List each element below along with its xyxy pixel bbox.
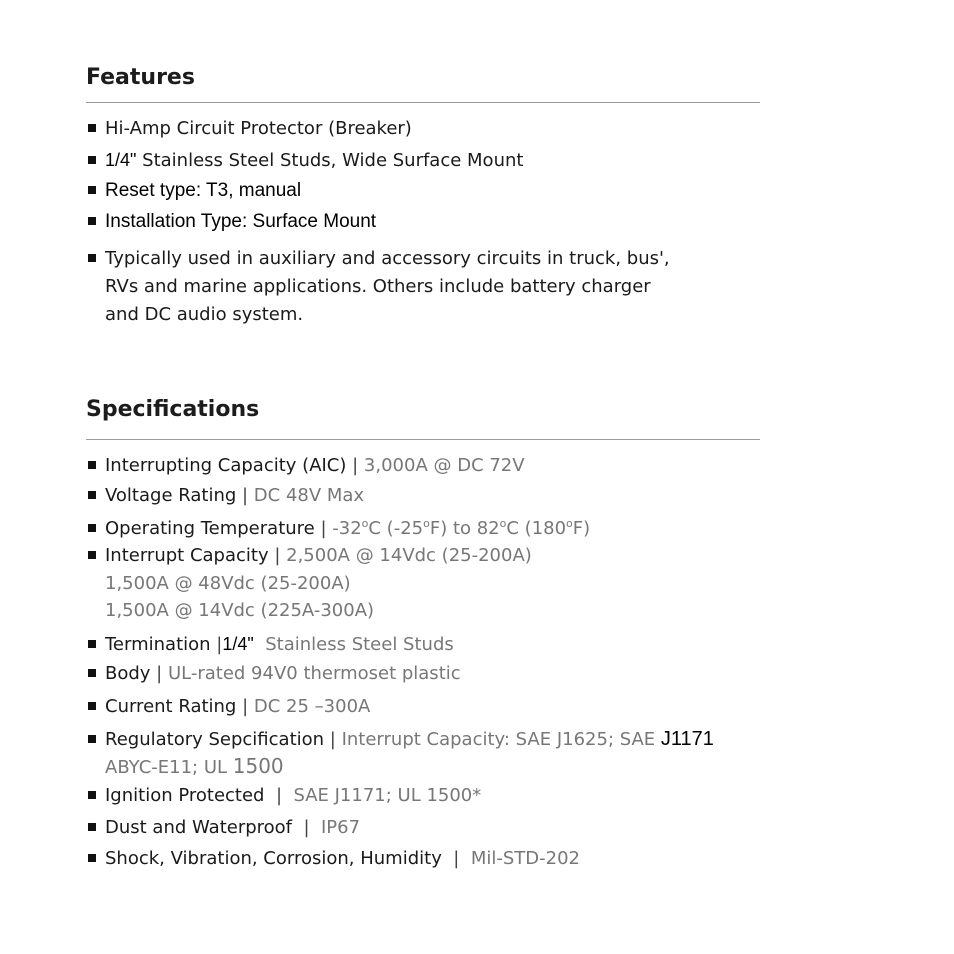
- feature-item-5-line-3: and DC audio system.: [105, 304, 304, 325]
- spec-item-shock-vibration: Shock, Vibration, Corrosion, Humidity | Mil-STD-202: [88, 845, 580, 873]
- temperature-range: -32$^o$C (-25$^o$F) to 82$^o$C (180$^o$F): [332, 517, 591, 539]
- feature-item-4: Installation Type: Surface Mount: [88, 208, 376, 236]
- features-heading: Features: [86, 65, 195, 90]
- bullet-icon: [88, 823, 96, 831]
- spec-item-operating-temperature: Operating Temperature | -32$^o$C (-25$^o$F) to 82$^o$C (180$^o$F): [88, 510, 590, 543]
- bullet-icon: [88, 735, 96, 743]
- bullet-icon: [88, 669, 96, 677]
- bullet-icon: [88, 156, 96, 164]
- bullet-icon: [88, 491, 96, 499]
- spec-item-regulatory-specification: Regulatory Sepcification | Interrupt Capacity: SAE J1625; SAE J1171: [88, 725, 714, 754]
- bullet-icon: [88, 254, 96, 262]
- bullet-icon: [88, 524, 96, 532]
- spec-item-termination: Termination |1/4" Stainless Steel Studs: [88, 630, 454, 659]
- spec-item-dust-waterproof: Dust and Waterproof | IP67: [88, 814, 360, 842]
- bullet-icon: [88, 702, 96, 710]
- bullet-icon: [88, 791, 96, 799]
- spec-item-voltage-rating: Voltage Rating | DC 48V Max: [88, 482, 364, 510]
- spec-item-ignition-protected: Ignition Protected | SAE J1171; UL 1500*: [88, 782, 481, 810]
- feature-item-1: Hi-Amp Circuit Protector (Breaker): [88, 115, 412, 143]
- bullet-icon: [88, 551, 96, 559]
- bullet-icon: [88, 217, 96, 225]
- specifications-heading: Specifications: [86, 397, 260, 422]
- feature-item-5: Typically used in auxiliary and accessory circuits in truck, bus',: [88, 245, 670, 273]
- bullet-icon: [88, 461, 96, 469]
- spec-item-interrupting-capacity: Interrupting Capacity (AIC) | 3,000A @ DC 72V: [88, 452, 525, 480]
- bullet-icon: [88, 640, 96, 648]
- features-divider: [86, 102, 760, 103]
- bullet-icon: [88, 124, 96, 132]
- spec-item-interrupt-capacity: Interrupt Capacity | 2,500A @ 14Vdc (25-200A): [88, 542, 532, 570]
- spec-item-body: Body | UL-rated 94V0 thermoset plastic: [88, 660, 461, 688]
- bullet-icon: [88, 854, 96, 862]
- spec-item-interrupt-capacity-line-3: 1,500A @ 14Vdc (225A-300A): [105, 600, 375, 621]
- feature-item-5-line-2: RVs and marine applications. Others include battery charger: [105, 276, 651, 297]
- specifications-divider: [86, 439, 760, 440]
- spec-item-regulatory-specification-line-2: ABYC-E11; UL 1500: [105, 754, 284, 778]
- spec-item-interrupt-capacity-line-2: 1,500A @ 48Vdc (25-200A): [105, 573, 351, 594]
- feature-item-3: Reset type: T3, manual: [88, 177, 301, 205]
- bullet-icon: [88, 186, 96, 194]
- spec-item-current-rating: Current Rating | DC 25 –300A: [88, 693, 370, 721]
- feature-item-2: 1/4" Stainless Steel Studs, Wide Surface Mount: [88, 146, 523, 175]
